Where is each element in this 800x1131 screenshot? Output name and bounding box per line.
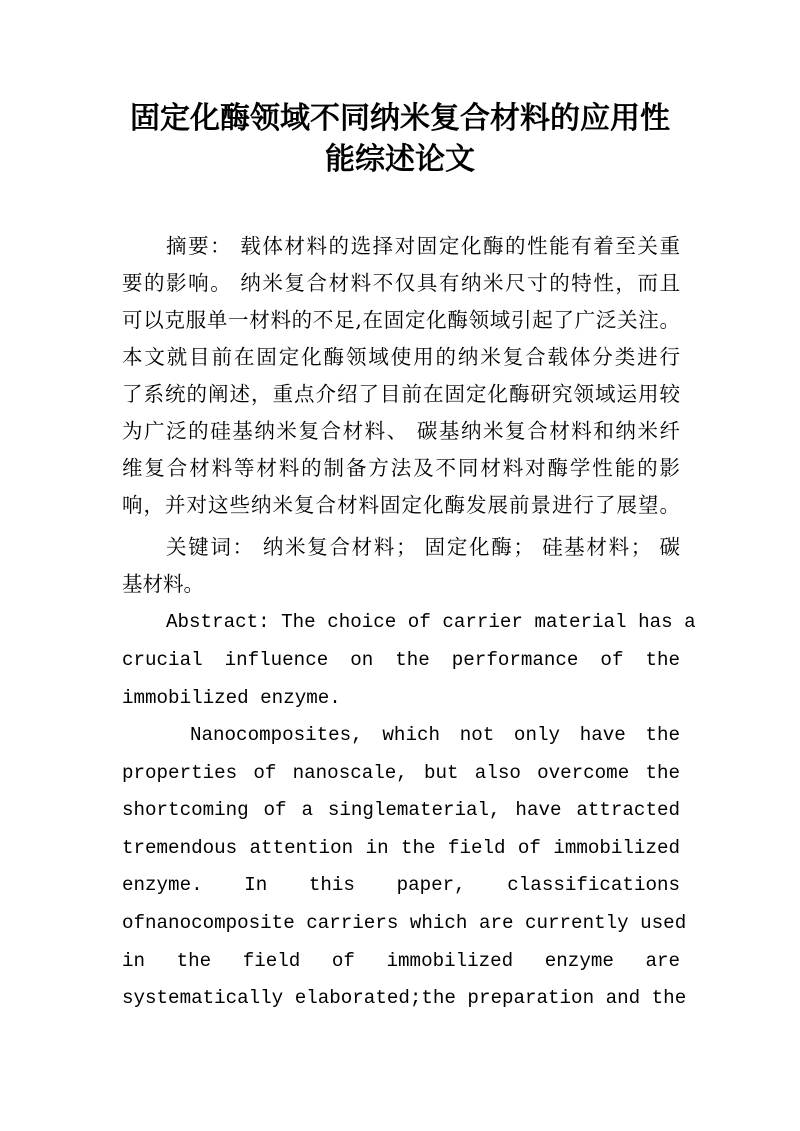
abstract-zh-line: 要的影响。 纳米复合材料不仅具有纳米尺寸的特性，而且 — [122, 271, 680, 295]
abstract-en-line: immobilized enzyme. — [122, 687, 341, 709]
abstract-zh-line: 维复合材料等材料的制备方法及不同材料对酶学性能的影 — [122, 456, 680, 480]
abstract-zh-line: 响，并对这些纳米复合材料固定化酶发展前景进行了展望。 — [122, 493, 680, 517]
abstract-en-line: tremendous attention in the field of immobilized — [122, 837, 680, 859]
abstract-en-line: shortcoming of a singlematerial, have attracted — [122, 799, 680, 821]
abstract-en-line: properties of nanoscale, but also overcome the — [122, 762, 680, 784]
abstract-zh-line: 摘要： 载体材料的选择对固定化酶的性能有着至关重 — [166, 234, 680, 258]
abstract-zh-line: 了系统的阐述，重点介绍了目前在固定化酶研究领域运用较 — [122, 382, 680, 406]
abstract-en-line: Nanocomposites, which not only have the — [190, 724, 680, 746]
keywords-zh-line: 基材料。 — [122, 572, 204, 596]
abstract-en-line: crucial influence on the performance of the — [122, 649, 680, 671]
abstract-en-line: systematically elaborated;the preparation and the — [122, 987, 687, 1009]
paper-title-line-1: 固定化酶领域不同纳米复合材料的应用性 — [130, 101, 670, 136]
keywords-zh-line: 关键词： 纳米复合材料； 固定化酶； 硅基材料； 碳 — [166, 535, 680, 559]
abstract-zh-line: 本文就目前在固定化酶领域使用的纳米复合载体分类进行 — [122, 345, 680, 369]
abstract-en-line: in the field of immobilized enzyme are — [122, 950, 680, 972]
abstract-en-line: Abstract: The choice of carrier material has a — [166, 611, 696, 633]
abstract-zh-line: 可以克服单一材料的不足,在固定化酶领域引起了广泛关注。 — [122, 308, 680, 332]
abstract-en-line: ofnanocomposite carriers which are currently used — [122, 912, 687, 934]
abstract-zh-line: 为广泛的硅基纳米复合材料、 碳基纳米复合材料和纳米纤 — [122, 419, 680, 443]
abstract-en-line: enzyme. In this paper, classifications — [122, 874, 680, 896]
paper-title-line-2: 能综述论文 — [325, 142, 475, 177]
